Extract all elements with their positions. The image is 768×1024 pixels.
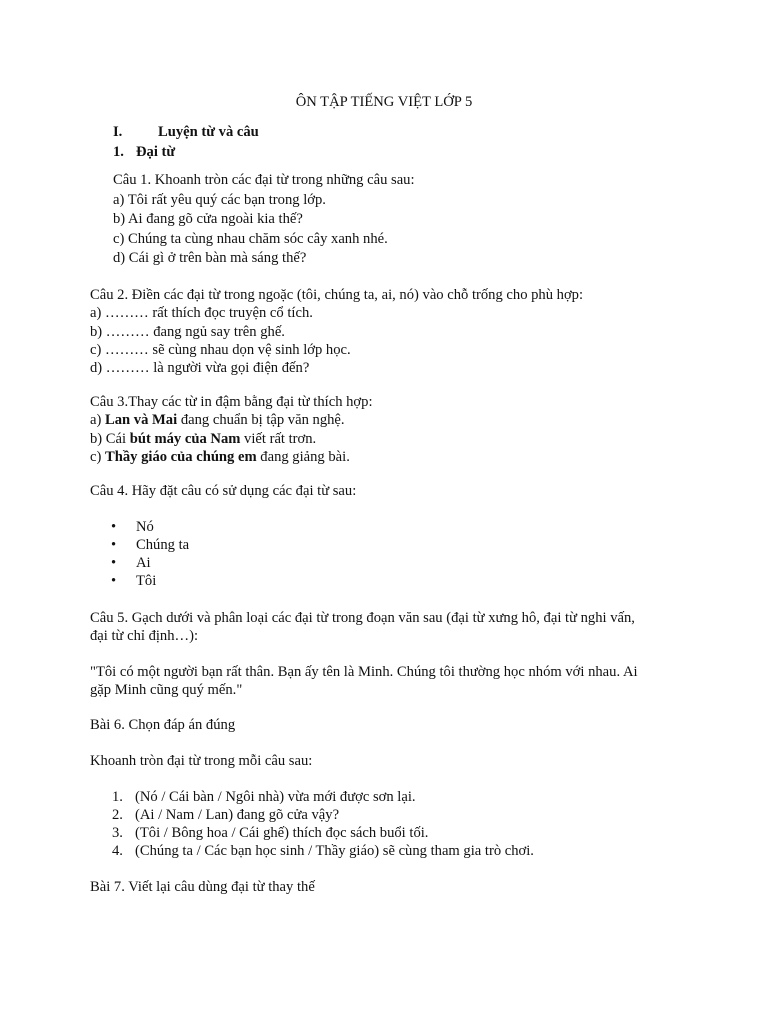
question-2-item: d) ……… là người vừa gọi điện đến? [90,360,310,377]
question-5-prompt: Câu 5. Gạch dưới và phân loại các đại từ trong đoạn văn sau (đại từ xưng hô, đại từ nghi vấn, [90,610,635,626]
question-2-item: c) ……… sẽ cùng nhau dọn vệ sinh lớp học. [90,341,351,358]
item-text: (Ai / Nam / Lan) đang gõ cửa vậy? [135,807,340,823]
question-1-item: c) Chúng ta cùng nhau chăm sóc cây xanh nhé. [113,230,388,247]
question-3-item-post: đang giảng bài. [256,448,350,465]
question-5-passage [90,663,638,700]
question-3 [90,393,373,466]
exercise-7-heading: Bài 7. Viết lại câu dùng đại từ thay thế [90,879,315,895]
numbered-item [90,842,534,860]
item-text: (Nó / Cái bàn / Ngôi nhà) vừa mới được sơn lại. [135,789,416,805]
question-3-item-post: viết rất trơn. [240,430,317,447]
subsection-title: Đại từ [136,144,176,160]
exercise-6-heading: Bài 6. Chọn đáp án đúng [90,717,236,733]
bullet-item: • Chúng ta [91,536,189,554]
question-3-item [90,411,373,429]
exercise-6-title [90,716,235,736]
passage-line: gặp Minh cũng quý mến." [90,682,243,699]
subsection-number: 1. [113,144,124,160]
question-1 [113,171,415,269]
item-number: 1. [112,789,123,805]
question-4-list [91,518,189,590]
section-title: Luyện từ và câu [158,124,259,140]
question-3-item-pre: c) [90,448,105,465]
item-text: (Tôi / Bông hoa / Cái ghế) thích đọc sách buổi tối. [135,825,429,841]
item-number: 2. [112,807,123,823]
question-3-item [90,448,373,466]
question-1-item: d) Cái gì ở trên bàn mà sáng thế? [113,250,307,266]
question-1-prompt: Câu 1. Khoanh tròn các đại từ trong những câu sau: [113,172,415,188]
bullet-item: • Tôi [91,572,189,590]
question-3-bold-phrase: Lan và Mai [105,412,178,429]
exercise-7-title [90,878,315,898]
item-number: 4. [112,843,123,859]
question-4-prompt: Câu 4. Hãy đặt câu có sử dụng các đại từ sau: [90,483,357,499]
bullet-item: • Ai [91,554,189,572]
question-1-item: a) Tôi rất yêu quý các bạn trong lớp. [113,191,326,208]
question-5 [90,609,635,646]
question-4 [90,482,356,502]
question-1-item: b) Ai đang gõ cửa ngoài kia thế? [113,211,303,227]
question-2 [90,286,583,377]
question-3-item-pre: b) Cái [90,430,130,447]
numbered-item [90,788,534,806]
question-5-prompt: đại từ chỉ định…): [90,628,199,645]
question-3-item [90,430,373,448]
question-3-bold-phrase: Thầy giáo của chúng em [105,448,257,465]
question-3-item-pre: a) [90,412,105,429]
numbered-item [90,824,534,842]
question-3-bold-phrase: bút máy của Nam [129,430,241,447]
exercise-6-instruction [90,752,312,772]
question-2-prompt: Câu 2. Điền các đại từ trong ngoặc (tôi, chúng ta, ai, nó) vào chỗ trống cho phù hợp: [90,287,584,303]
question-2-item: a) ……… rất thích đọc truyện cổ tích. [90,305,313,322]
exercise-6-instruction-text: Khoanh tròn đại từ trong mỗi câu sau: [90,753,313,769]
question-3-prompt: Câu 3.Thay các từ in đậm bằng đại từ thích hợp: [90,394,373,410]
question-3-item-post: đang chuẩn bị tập văn nghệ. [177,412,345,429]
numbered-item [90,806,534,824]
exercise-6-list [90,788,534,860]
passage-line: "Tôi có một người bạn rất thân. Bạn ấy tên là Minh. Chúng tôi thường học nhóm với nhau. Ai [90,664,638,680]
bullet-item: • Nó [91,518,189,536]
item-number: 3. [112,825,123,841]
question-2-item: b) ……… đang ngủ say trên ghế. [90,323,285,340]
item-text: (Chúng ta / Các bạn học sinh / Thầy giáo) sẽ cùng tham gia trò chơi. [135,843,534,859]
section-number: I. [113,124,123,140]
page-title: ÔN TẬP TIẾNG VIỆT LỚP 5 [295,94,473,110]
